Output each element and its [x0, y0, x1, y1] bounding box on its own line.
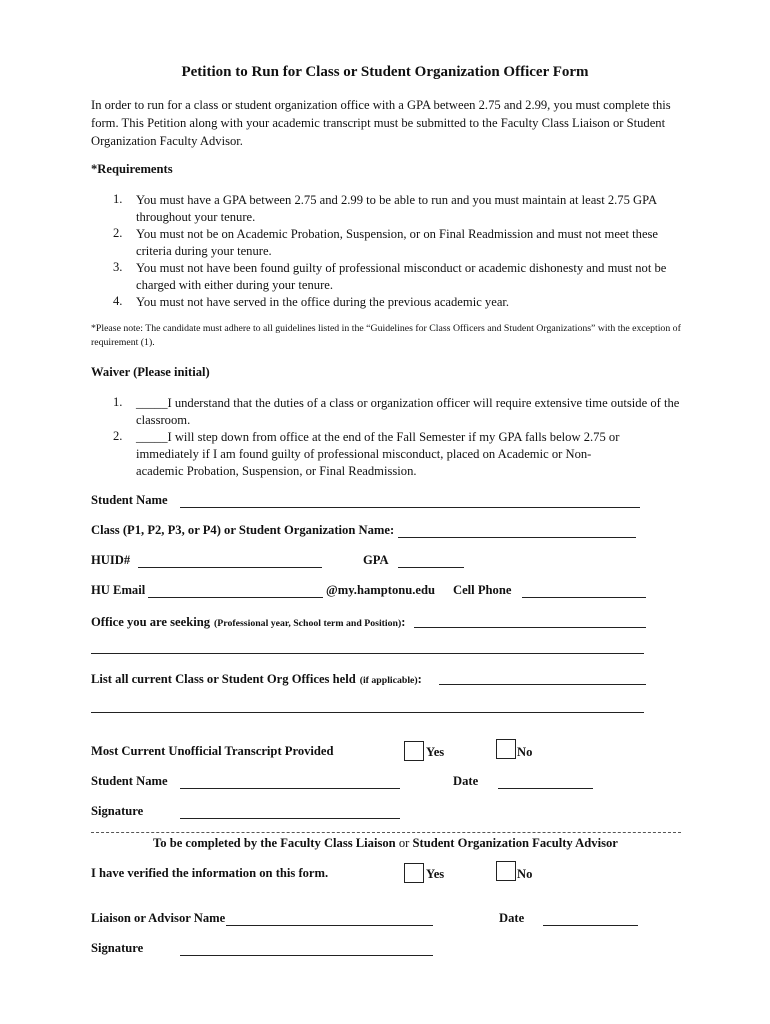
- faculty-signature-field[interactable]: [180, 955, 433, 956]
- gpa-field[interactable]: [398, 567, 464, 568]
- please-note: *Please note: The candidate must adhere to all guidelines listed in the “Guidelines for Class Officers and Student Organizations” with the exception of requirement (1).: [91, 323, 681, 348]
- huid-field[interactable]: [138, 567, 322, 568]
- requirement-item: You must not have served in the office during the previous academic year.: [136, 295, 510, 309]
- huid-label: HUID#: [91, 553, 131, 567]
- student-name-field[interactable]: [180, 507, 640, 508]
- requirement-number: 1.: [113, 192, 123, 206]
- offices-held-field[interactable]: [439, 684, 646, 685]
- waiver-item: _____I will step down from office at the end of the Fall Semester if my GPA falls below 2.75 or immediately if I am found guilty of professional misconduct, placed on Academic or Non-academic Probation, Suspension, or Final Readmission.: [136, 430, 620, 478]
- student-name-label-2: Student Name: [91, 774, 168, 788]
- waiver-number: 1.: [113, 395, 123, 409]
- requirements-heading: *Requirements: [91, 162, 173, 176]
- class-org-field[interactable]: [398, 537, 636, 538]
- liaison-name-label: Liaison or Advisor Name: [91, 911, 226, 925]
- faculty-section-heading: [153, 836, 618, 851]
- signature-field[interactable]: [180, 818, 400, 819]
- offices-held-colon: :: [417, 672, 422, 686]
- hu-email-label: HU Email: [91, 583, 146, 597]
- requirement-number: 3.: [113, 260, 123, 274]
- faculty-heading-part2: Student Organization Faculty Advisor: [412, 836, 618, 850]
- requirement-number: 2.: [113, 226, 123, 240]
- waiver-heading: Waiver (Please initial): [91, 365, 210, 379]
- office-seeking-label: Office you are seeking: [91, 615, 211, 629]
- transcript-yes-label: Yes: [426, 745, 445, 759]
- verified-no-checkbox[interactable]: [496, 861, 516, 881]
- faculty-heading-part1: To be completed by the Faculty Class Liaison: [153, 836, 396, 850]
- offices-held-label: List all current Class or Student Org Offices held: [91, 672, 356, 686]
- cell-phone-field[interactable]: [522, 597, 646, 598]
- liaison-name-field[interactable]: [226, 925, 433, 926]
- intro-paragraph: In order to run for a class or student organization office with a GPA between 2.75 and 2.99, you must complete this form. This Petition along with your academic transcript must be submitted to the Faculty Class Liaison or Student Organization Faculty Advisor.: [91, 98, 671, 148]
- office-seeking-colon: :: [401, 615, 406, 629]
- offices-held-field-continued[interactable]: [91, 712, 644, 713]
- transcript-yes-checkbox[interactable]: [404, 741, 424, 761]
- verified-yes-checkbox[interactable]: [404, 863, 424, 883]
- requirement-number: 4.: [113, 294, 123, 308]
- transcript-label: Most Current Unofficial Transcript Provided: [91, 744, 334, 758]
- gpa-label: GPA: [363, 553, 389, 567]
- verified-no-label: No: [517, 867, 533, 881]
- requirement-item: You must not have been found guilty of professional misconduct or academic dishonesty and must not be charged with either during your tenure.: [136, 261, 667, 292]
- date-label: Date: [453, 774, 479, 788]
- section-divider: [91, 832, 681, 833]
- verified-label: I have verified the information on this form.: [91, 866, 329, 880]
- waiver-number: 2.: [113, 429, 123, 443]
- class-org-label: Class (P1, P2, P3, or P4) or Student Organization Name:: [91, 523, 395, 537]
- waiver-item: _____I understand that the duties of a class or organization officer will require extensive time outside of the classroom.: [136, 396, 680, 427]
- student-name-label: Student Name: [91, 493, 168, 507]
- office-seeking-row: [91, 613, 405, 631]
- student-name-field-2[interactable]: [180, 788, 400, 789]
- requirement-item: You must have a GPA between 2.75 and 2.99 to be able to run and you must maintain at least 2.75 GPA throughout your tenure.: [136, 193, 657, 224]
- office-seeking-field-continued[interactable]: [91, 653, 644, 654]
- faculty-signature-label: Signature: [91, 941, 144, 955]
- email-domain: @my.hamptonu.edu: [326, 583, 435, 597]
- faculty-date-field[interactable]: [543, 925, 638, 926]
- cell-phone-label: Cell Phone: [453, 583, 512, 597]
- hu-email-field[interactable]: [148, 597, 323, 598]
- transcript-no-checkbox[interactable]: [496, 739, 516, 759]
- office-seeking-hint: (Professional year, School term and Position): [214, 618, 402, 629]
- faculty-heading-or: or: [398, 836, 410, 850]
- offices-held-hint: (if applicable): [359, 675, 418, 686]
- form-title: Petition to Run for Class or Student Organization Officer Form: [181, 64, 589, 80]
- office-seeking-field[interactable]: [414, 627, 646, 628]
- verified-yes-label: Yes: [426, 867, 445, 881]
- transcript-no-label: No: [517, 745, 533, 759]
- date-field[interactable]: [498, 788, 593, 789]
- faculty-date-label: Date: [499, 911, 525, 925]
- signature-label: Signature: [91, 804, 144, 818]
- requirement-item: You must not be on Academic Probation, Suspension, or on Final Readmission and must not meet these criteria during your tenure.: [136, 227, 659, 258]
- offices-held-row: [91, 670, 422, 688]
